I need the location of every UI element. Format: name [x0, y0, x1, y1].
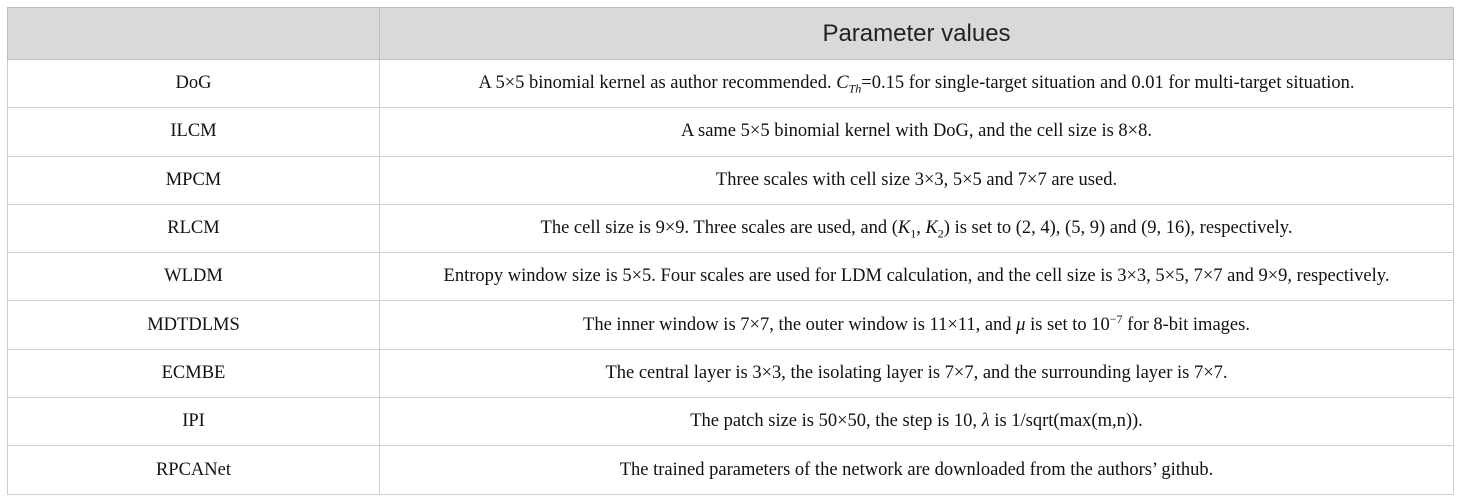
parameter-table-container [7, 7, 1453, 494]
params-text: =0.15 for single-target situation and 0.01 for multi-target situation. [861, 73, 1355, 94]
params-cell: A same 5×5 binomial kernel with DoG, and the cell size is 8×8. [380, 108, 1454, 156]
params-cell [380, 204, 1454, 252]
header-parameter-values: Parameter values [380, 8, 1454, 60]
params-text: is 1/sqrt(max(m,n)). [989, 411, 1143, 432]
params-cell: The central layer is 3×3, the isolating layer is 7×7, and the surrounding layer is 7×7. [380, 349, 1454, 397]
params-cell: Entropy window size is 5×5. Four scales are used for LDM calculation, and the cell size is 3×3, 5×5, 7×7 and 9×9, respectively. [380, 253, 1454, 301]
method-cell: MDTDLMS [8, 301, 380, 349]
k-subscript: 2 [937, 226, 944, 241]
table-row [8, 398, 1454, 446]
method-cell: MPCM [8, 156, 380, 204]
header-method [8, 8, 380, 60]
table-row [8, 108, 1454, 156]
params-cell [380, 60, 1454, 108]
table-row [8, 301, 1454, 349]
method-cell: RPCANet [8, 446, 380, 494]
method-cell: ILCM [8, 108, 380, 156]
method-cell: RLCM [8, 204, 380, 252]
k-symbol: K [897, 218, 911, 239]
parameter-table [7, 7, 1454, 495]
table-row [8, 446, 1454, 494]
method-cell: WLDM [8, 253, 380, 301]
params-text: The patch size is 50×50, the step is 10, [690, 411, 982, 432]
params-cell [380, 398, 1454, 446]
params-cell [380, 301, 1454, 349]
params-text: , [916, 218, 926, 239]
table-row [8, 349, 1454, 397]
params-text: for 8-bit images. [1122, 314, 1250, 335]
lambda-symbol: λ [981, 411, 990, 432]
method-cell: IPI [8, 398, 380, 446]
mu-symbol: μ [1016, 314, 1026, 335]
table-row [8, 156, 1454, 204]
params-cell: Three scales with cell size 3×3, 5×5 and 7×7 are used. [380, 156, 1454, 204]
params-text: A 5×5 binomial kernel as author recommended. [478, 73, 837, 94]
exponent: −7 [1109, 311, 1123, 326]
table-row [8, 204, 1454, 252]
c-th-subscript: Th [848, 81, 862, 96]
table-row [8, 253, 1454, 301]
c-th-symbol: C [836, 73, 849, 94]
params-text: The cell size is 9×9. Three scales are used, and ( [540, 218, 898, 239]
params-text: ) is set to (2, 4), (5, 9) and (9, 16), respectively. [943, 218, 1293, 239]
params-text: is set to 10 [1025, 314, 1110, 335]
table-row [8, 60, 1454, 108]
params-text: The inner window is 7×7, the outer window is 11×11, and [583, 314, 1017, 335]
table-header-row [8, 8, 1454, 60]
params-cell: The trained parameters of the network are downloaded from the authors’ github. [380, 446, 1454, 494]
method-cell: ECMBE [8, 349, 380, 397]
k-subscript: 1 [910, 226, 917, 241]
method-cell: DoG [8, 60, 380, 108]
k-symbol: K [925, 218, 938, 239]
